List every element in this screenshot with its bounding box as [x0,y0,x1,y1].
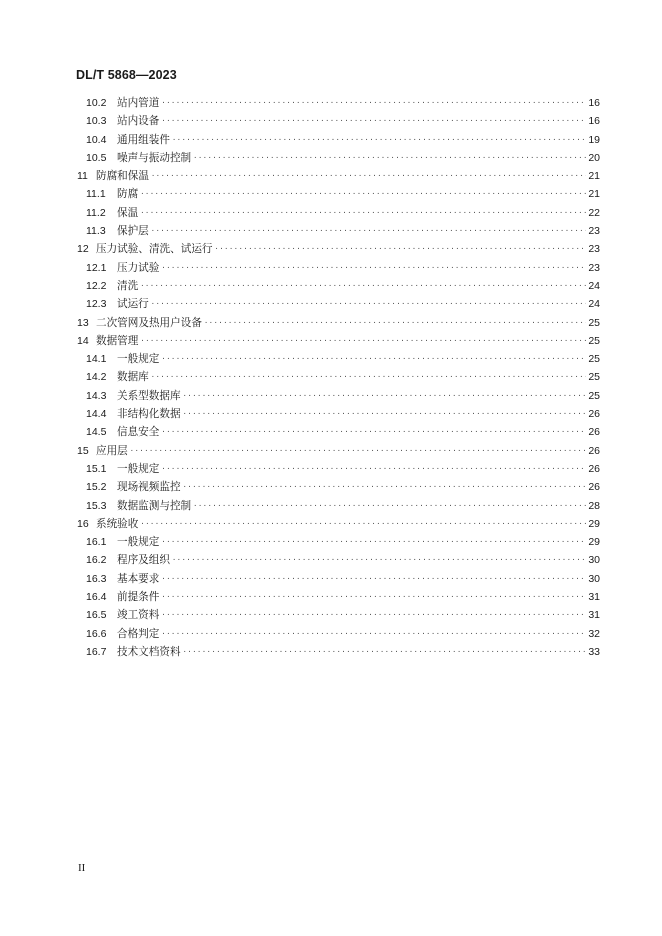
toc-entry-title: 保护层 [117,225,149,238]
toc-entry-number: 16.2 [86,554,107,567]
toc-dot-leader [130,442,587,460]
toc-entry-number: 15.2 [86,481,107,494]
toc-section-entry[interactable] [0,204,662,222]
toc-section-entry[interactable] [0,625,662,643]
toc-entry-title: 防腐和保温 [96,170,149,183]
toc-dot-leader [140,332,586,350]
toc-section-entry[interactable] [0,533,662,551]
toc-entry-line [117,533,600,551]
toc-section-entry[interactable] [0,478,662,496]
toc-entry-line [117,570,600,588]
toc-entry-line [117,460,600,478]
toc-dot-leader [193,497,586,515]
toc-entry-line [117,204,600,222]
toc-chapter-entry[interactable] [0,442,662,460]
toc-entry-line [117,94,600,112]
toc-entry-number: 11.1 [86,188,106,201]
toc-entry-page: 23 [588,261,600,274]
toc-chapter-entry[interactable] [0,332,662,350]
toc-section-entry[interactable] [0,606,662,624]
toc-section-entry[interactable] [0,350,662,368]
toc-dot-leader [204,314,586,332]
toc-section-entry[interactable] [0,131,662,149]
toc-entry-line [117,643,600,661]
toc-entry-page: 26 [588,462,600,475]
toc-entry-title: 一般规定 [117,353,160,366]
toc-entry-line [117,387,600,405]
toc-entry-title: 二次管网及热用户设备 [96,316,202,329]
toc-entry-line [96,314,600,332]
toc-entry-page: 25 [588,371,600,384]
toc-entry-number: 16.3 [86,572,107,585]
toc-entry-page: 16 [588,97,600,109]
toc-entry-line [117,606,600,624]
toc-entry-page: 23 [588,225,600,238]
toc-section-entry[interactable] [0,460,662,478]
toc-dot-leader [151,295,587,313]
toc-entry-title: 信息安全 [117,426,160,439]
toc-entry-line [96,442,600,460]
toc-dot-leader [140,204,586,222]
toc-dot-leader [172,131,586,149]
toc-entry-line [117,497,600,515]
toc-entry-page: 20 [588,151,600,164]
toc-entry-title: 前提条件 [117,591,160,604]
toc-entry-page: 25 [588,353,600,366]
toc-entry-number: 12.3 [86,298,107,311]
toc-dot-leader [183,387,587,405]
toc-entry-title: 现场视频监控 [117,481,181,494]
toc-entry-title: 站内管道 [117,97,160,109]
toc-dot-leader [183,478,587,496]
toc-dot-leader [151,167,586,185]
toc-entry-line [117,423,600,441]
toc-dot-leader [161,606,586,624]
toc-section-entry[interactable] [0,368,662,386]
toc-entry-page: 31 [588,591,600,604]
toc-section-entry[interactable] [0,643,662,661]
document-code: DL/T 5868—2023 [76,68,177,82]
toc-entry-line [96,167,600,185]
toc-entry-page: 21 [588,188,600,201]
toc-dot-leader [161,350,586,368]
toc-dot-leader [161,94,586,112]
toc-entry-page: 30 [588,554,600,567]
toc-chapter-entry[interactable] [0,515,662,533]
toc-entry-page: 31 [588,609,600,622]
toc-entry-number: 15.3 [86,499,107,512]
toc-section-entry[interactable] [0,259,662,277]
toc-dot-leader [161,625,586,643]
toc-entry-title: 清洗 [117,279,139,292]
toc-entry-page: 26 [588,408,600,421]
toc-chapter-entry[interactable] [0,314,662,332]
toc-dot-leader [151,222,587,240]
toc-entry-page: 19 [588,133,600,146]
toc-entry-line [117,131,600,149]
toc-entry-page: 29 [588,536,600,549]
toc-dot-leader [161,423,586,441]
toc-section-entry[interactable] [0,295,662,313]
toc-dot-leader [140,515,586,533]
toc-entry-page: 25 [588,389,600,402]
toc-entry-page: 22 [588,206,600,219]
toc-section-entry[interactable] [0,222,662,240]
toc-entry-number: 16 [77,517,89,530]
toc-entry-line [117,149,600,167]
toc-dot-leader [161,460,586,478]
toc-entry-title: 保温 [117,206,139,219]
toc-entry-page: 24 [588,298,600,311]
toc-entry-page: 23 [588,243,600,256]
toc-entry-number: 11.2 [86,206,106,219]
toc-entry-title: 防腐 [117,188,139,201]
toc-entry-line [96,515,600,533]
toc-chapter-entry[interactable] [0,240,662,258]
toc-entry-number: 12.2 [86,279,107,292]
toc-entry-title: 数据库 [117,371,149,384]
toc-entry-number: 16.5 [86,609,107,622]
toc-entry-line [117,350,600,368]
toc-dot-leader [151,368,587,386]
toc-section-entry[interactable] [0,112,662,130]
toc-entry-number: 15 [77,444,89,457]
toc-entry-title: 噪声与振动控制 [117,151,192,164]
toc-dot-leader [183,405,587,423]
toc-entry-line [117,405,600,423]
toc-entry-title: 技术文档资料 [117,645,181,658]
toc-dot-leader [161,588,586,606]
toc-entry-line [96,240,600,258]
toc-entry-number: 11 [77,170,88,183]
toc-entry-number: 12.1 [86,261,107,274]
toc-entry-title: 程序及组织 [117,554,170,567]
toc-entry-title: 压力试验、清洗、试运行 [96,243,213,256]
toc-entry-line [117,588,600,606]
toc-entry-number: 16.4 [86,591,107,604]
toc-entry-page: 25 [588,334,600,347]
toc-section-entry[interactable] [0,551,662,569]
toc-section-entry[interactable] [0,277,662,295]
toc-section-entry[interactable] [0,405,662,423]
toc-entry-number: 15.1 [86,462,107,475]
toc-entry-number: 13 [77,316,89,329]
toc-entry-page: 21 [588,170,600,183]
toc-entry-number: 12 [77,243,89,256]
toc-entry-title: 系统验收 [96,517,139,530]
toc-dot-leader [140,277,586,295]
toc-entry-number: 10.3 [86,115,107,128]
toc-dot-leader [161,570,586,588]
toc-entry-page: 29 [588,517,600,530]
toc-entry-line [117,295,600,313]
toc-entry-line [117,551,600,569]
toc-entry-page: 24 [588,279,600,292]
toc-entry-page: 26 [588,444,600,457]
toc-entry-number: 11.3 [86,225,106,238]
toc-entry-page: 30 [588,572,600,585]
toc-entry-line [117,112,600,130]
toc-entry-title: 一般规定 [117,536,160,549]
toc-entry-number: 16.7 [86,645,107,658]
toc-entry-page: 26 [588,426,600,439]
toc-section-entry[interactable] [0,423,662,441]
toc-entry-page: 25 [588,316,600,329]
toc-dot-leader [161,112,586,130]
toc-dot-leader [161,259,586,277]
toc-entry-title: 应用层 [96,444,128,457]
toc-entry-number: 10.5 [86,151,107,164]
toc-entry-title: 竣工资料 [117,609,160,622]
toc-entry-title: 数据管理 [96,334,139,347]
toc-entry-title: 通用组装件 [117,133,170,146]
toc-entry-line [117,478,600,496]
toc-entry-line [117,222,600,240]
toc-entry-line [96,332,600,350]
toc-dot-leader [215,240,587,258]
toc-entry-line [117,185,600,203]
toc-section-entry[interactable] [0,149,662,167]
toc-entry-title: 压力试验 [117,261,160,274]
toc-dot-leader [172,551,586,569]
toc-entry-title: 关系型数据库 [117,389,181,402]
toc-entry-title: 合格判定 [117,627,160,640]
toc-entry-number: 16.1 [86,536,107,549]
toc-dot-leader [193,149,586,167]
toc-entry-number: 14.4 [86,408,107,421]
toc-entry-title: 一般规定 [117,462,160,475]
toc-entry-page: 32 [588,627,600,640]
toc-chapter-entry[interactable] [0,167,662,185]
toc-entry-number: 14.5 [86,426,107,439]
toc-section-entry[interactable] [0,588,662,606]
toc-entry-title: 试运行 [117,298,149,311]
toc-dot-leader [183,643,587,661]
toc-entry-page: 28 [588,499,600,512]
toc-dot-leader [161,533,586,551]
toc-entry-number: 10.2 [86,97,107,109]
toc-entry-number: 14.3 [86,389,107,402]
toc-entry-title: 数据监测与控制 [117,499,192,512]
toc-entry-line [117,259,600,277]
toc-entry-page: 26 [588,481,600,494]
toc-section-entry[interactable] [0,185,662,203]
toc-entry-title: 基本要求 [117,572,160,585]
toc-entry-number: 10.4 [86,133,107,146]
toc-entry-number: 14 [77,334,89,347]
toc-entry-title: 非结构化数据 [117,408,181,421]
toc-section-entry[interactable] [0,387,662,405]
toc-dot-leader [140,185,586,203]
toc-entry-title: 站内设备 [117,115,160,128]
toc-entry-number: 14.1 [86,353,107,366]
toc-section-entry[interactable] [0,94,662,112]
table-of-contents [0,94,662,661]
toc-entry-number: 14.2 [86,371,107,384]
toc-section-entry[interactable] [0,570,662,588]
toc-section-entry[interactable] [0,497,662,515]
toc-entry-line [117,625,600,643]
toc-entry-line [117,277,600,295]
page-number: II [78,862,86,874]
toc-entry-line [117,368,600,386]
toc-entry-number: 16.6 [86,627,107,640]
toc-entry-page: 33 [588,645,600,658]
toc-entry-page: 16 [588,115,600,128]
